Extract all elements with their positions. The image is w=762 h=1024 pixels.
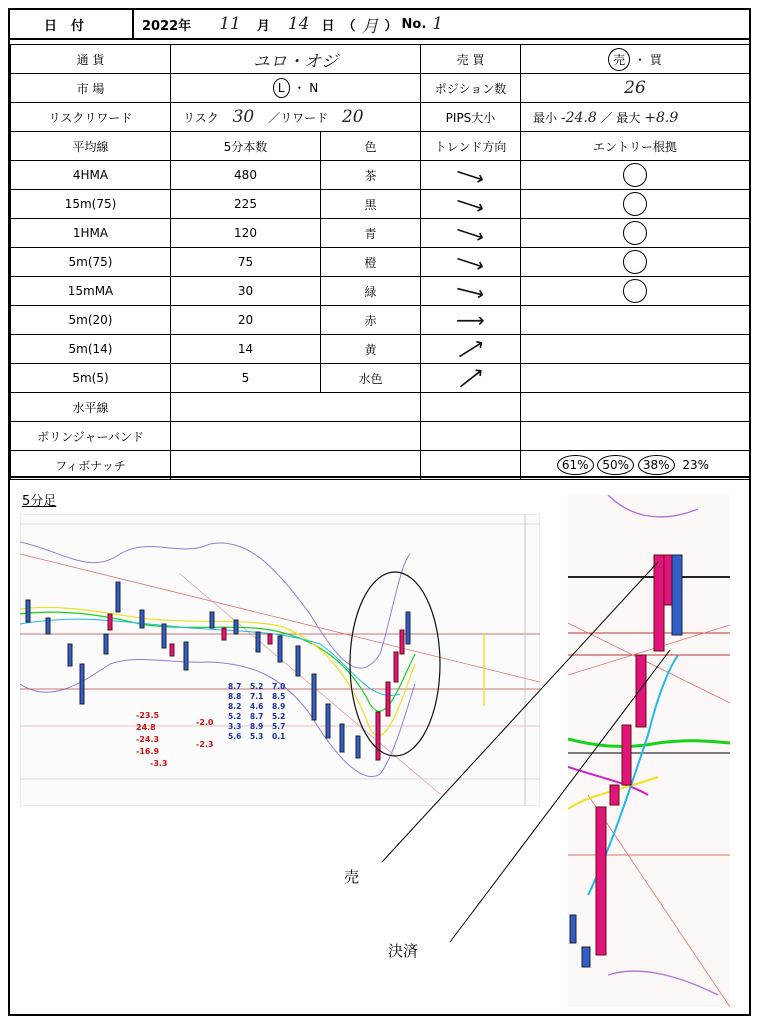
side-sell-circled: 売 — [608, 48, 630, 71]
rr-value: リスク 30 ／リワード 20 — [171, 103, 421, 132]
ma-row: 15m(75) 225 黒 ⟶ — [11, 190, 750, 219]
row-horizontal: 水平線 — [11, 393, 750, 422]
chart-label: -16.9 — [136, 747, 160, 756]
chart-label: 4.6 — [250, 702, 264, 711]
number-value: 1 — [432, 14, 444, 34]
entry-circle-icon — [623, 250, 647, 274]
year: 2022年 — [142, 18, 192, 34]
chart-label: 8.5 — [272, 692, 286, 701]
row-bollinger: ボリンジャーバンド — [11, 422, 750, 451]
number-label: No. — [401, 16, 427, 32]
ma-row: 4HMA 480 茶 ⟶ — [11, 161, 750, 190]
chart-label: 8.9 — [272, 702, 286, 711]
row-fibo: フィボナッチ 61% 50% 38% 23% — [11, 451, 750, 480]
trend-right-arrow-icon: ⟶ — [456, 308, 485, 332]
ma-row: 5m(75) 75 橙 ⟶ — [11, 248, 750, 277]
risk-value: 30 — [232, 107, 255, 127]
month-unit: 月 — [256, 18, 270, 34]
positions-value: 26 — [624, 78, 646, 98]
section-title-5min: 5分足 — [22, 494, 57, 509]
market-n: N — [309, 81, 319, 95]
row-market — [11, 74, 750, 103]
chart-label: 5.7 — [272, 722, 286, 731]
chart-zoom-screenshot — [568, 495, 730, 1007]
month-value: 11 — [219, 14, 241, 34]
chart-label: 5.2 — [228, 712, 242, 721]
fibo-61-circled: 61% — [557, 455, 594, 475]
side-buy: 買 — [649, 52, 662, 67]
side-label: 売 買 — [421, 45, 521, 74]
trade-journal-sheet — [8, 8, 751, 1016]
ma-header-trend: トレンド方向 — [421, 132, 521, 161]
fibo-50-circled: 50% — [597, 455, 634, 475]
ma-row: 5m(5) 5 水色 ⟶ — [11, 364, 750, 393]
chart-label: 8.8 — [228, 692, 242, 701]
weekday-value: 月 — [361, 16, 379, 37]
trend-down-arrow-icon: ⟶ — [453, 217, 488, 249]
chart-label: -2.3 — [196, 740, 214, 749]
chart-label: 5.2 — [272, 712, 286, 721]
fibo-38-circled: 38% — [638, 455, 675, 475]
positions-label: ポジション数 — [421, 74, 521, 103]
chart-screenshot — [20, 514, 540, 806]
market-l-circled: L — [273, 78, 290, 98]
entry-circle-icon — [623, 221, 647, 245]
chart-label: 24.8 — [136, 723, 156, 732]
chart-label: -23.5 — [136, 711, 160, 720]
entry-circle-icon — [623, 279, 647, 303]
pips-min: -24.8 — [560, 109, 597, 126]
side-value: 売 ・ 買 — [521, 45, 750, 74]
trend-up-arrow-icon: ⟶ — [451, 359, 490, 397]
chart-svg — [20, 514, 540, 806]
chart-label: 5.2 — [250, 682, 264, 691]
trend-up-arrow-icon: ⟶ — [451, 331, 490, 367]
ma-header-entry: エントリー根拠 — [521, 132, 750, 161]
date-bar — [10, 10, 749, 40]
chart-label: 8.9 — [250, 722, 264, 731]
chart-label: 8.7 — [250, 712, 264, 721]
row-currency — [11, 45, 750, 74]
ma-row: 5m(14) 14 黄 ⟶ — [11, 335, 750, 364]
chart-label: 5.6 — [228, 732, 242, 741]
chart-label: 5.3 — [250, 732, 264, 741]
note-sell: 売 — [344, 868, 360, 886]
row-risk-reward — [11, 103, 750, 132]
date-label: 日付 — [10, 10, 134, 38]
date-value: 2022年 11 月 14 日 （ 月 ） No. 1 — [142, 10, 443, 38]
entry-circle-icon — [623, 163, 647, 187]
chart-label: 3.3 — [228, 722, 242, 731]
rr-label: リスクリワード — [11, 103, 171, 132]
reward-value: 20 — [341, 107, 364, 127]
chart-label: 0.1 — [272, 732, 286, 741]
pips-value: 最小 -24.8 ／ 最大 +8.9 — [521, 103, 750, 132]
trend-down-arrow-icon: ⟶ — [453, 246, 488, 278]
chart-label: 7.0 — [272, 682, 286, 691]
ma-header-name: 平均線 — [11, 132, 171, 161]
market-value: L ・ N — [171, 74, 421, 103]
chart-label: -24.3 — [136, 735, 160, 744]
pips-label: PIPS大小 — [421, 103, 521, 132]
trade-table — [10, 44, 750, 480]
ma-row: 15mMA 30 緑 ⟶ — [11, 277, 750, 306]
chart-label: 8.2 — [228, 702, 242, 711]
fibo-23: 23% — [682, 458, 710, 472]
ma-header-count: 5分本数 — [171, 132, 321, 161]
pips-max: +8.9 — [644, 109, 679, 126]
chart-label: 7.1 — [250, 692, 264, 701]
chart-label: 8.7 — [228, 682, 242, 691]
note-close: 決済 — [388, 942, 419, 960]
row-ma-header — [11, 132, 750, 161]
day-value: 14 — [287, 14, 310, 34]
ma-header-color: 色 — [321, 132, 421, 161]
day-unit: 日 — [321, 18, 335, 34]
currency-label: 通 貨 — [11, 45, 171, 74]
ma-row: 1HMA 120 青 ⟶ — [11, 219, 750, 248]
trend-down-arrow-icon: ⟶ — [453, 159, 488, 191]
currency-value: ユロ・オジ — [253, 51, 338, 72]
trend-down-arrow-icon: ⟶ — [453, 188, 488, 220]
chart-label: -3.3 — [150, 759, 168, 768]
chart-label: -2.0 — [196, 718, 214, 727]
ma-row: 5m(20) 20 赤 ⟶ — [11, 306, 750, 335]
trend-down-arrow-icon: ⟶ — [453, 275, 488, 307]
market-label: 市 場 — [11, 74, 171, 103]
entry-circle-icon — [623, 192, 647, 216]
chart-zoom-svg — [568, 495, 730, 1007]
